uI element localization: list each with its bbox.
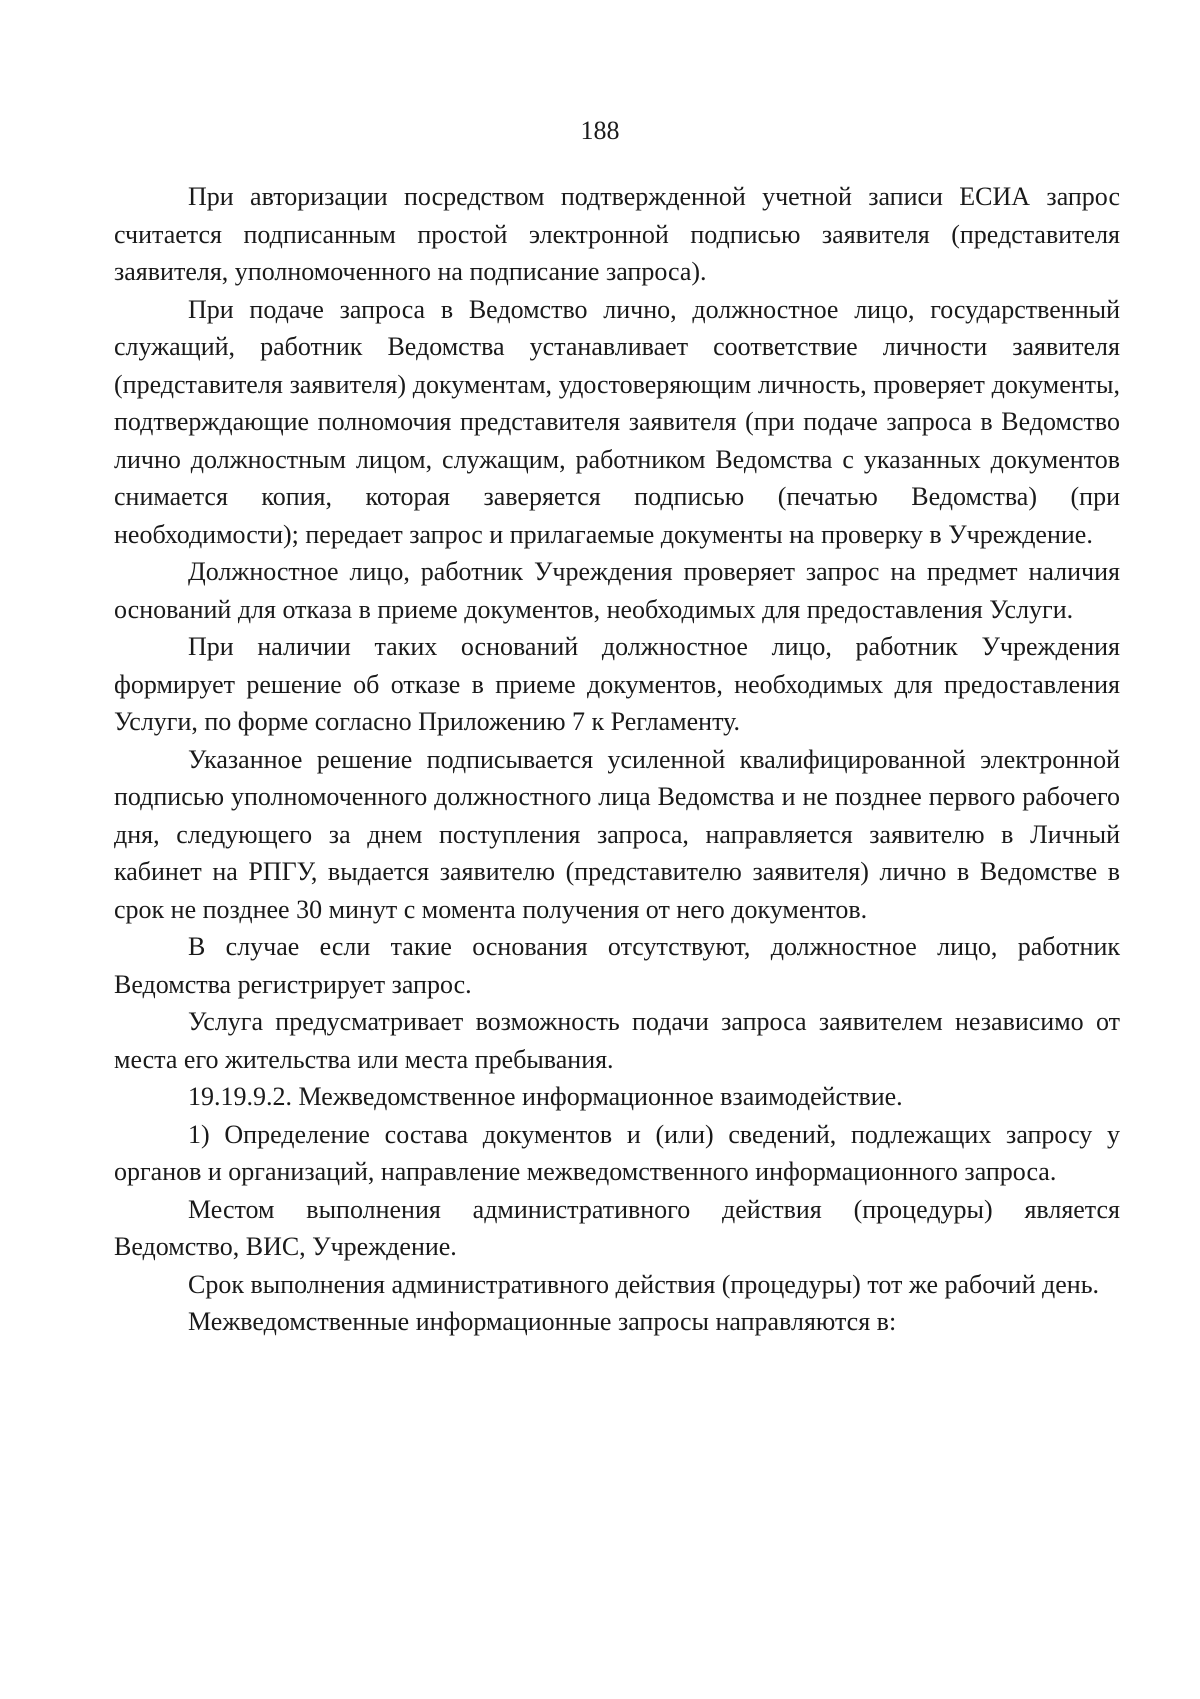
paragraph-registration: В случае если такие основания отсутствуют, должностное лицо, работник Ведомства регистрирует запрос. [114,932,1120,999]
paragraph-document-composition: 1) Определение состава документов и (или) сведений, подлежащих запросу у органов и организаций, направление межведомственного информационного запроса. [114,1119,1120,1186]
paragraph-refusal-decision: При наличии таких оснований должностное лицо, работник Учреждения формирует решение об отказе в приеме документов, необходимых для предоставления Услуги, по форме согласно Приложению 7 к Регламенту. [114,632,1120,736]
paragraph-esia-authorization: При авторизации посредством подтвержденной учетной записи ЕСИА запрос считается подписанным простой электронной подписью заявителя (представителя заявителя, уполномоченного на подписание запроса). [114,182,1120,286]
paragraph-request-check: Должностное лицо, работник Учреждения проверяет запрос на предмет наличия оснований для отказа в приеме документов, необходимых для предоставления Услуги. [114,557,1120,624]
paragraph-action-deadline: Срок выполнения административного действия (процедуры) тот же рабочий день. [188,1269,1100,1299]
paragraph-interagency-requests: Межведомственные информационные запросы направляются в: [188,1307,897,1336]
page-number: 188 [580,116,620,145]
paragraph-personal-submission: При подаче запроса в Ведомство лично, должностное лицо, государственный служащий, работник Ведомства устанавливает соответствие личности заявителя (представителя заявителя) документам, удостоверяющим личность, проверяет документы, подтверждающие полномочия представителя заявителя (при подаче запроса в Ведомство лично должностным лицом, служащим, работником Ведомства с указанных документов снимается копия, которая заверяется подписью (печатью Ведомства) (при необходимости); передает запрос и прилагаемые документы на проверку в Учреждение. [114,294,1120,549]
paragraph-decision-signing: Указанное решение подписывается усиленной квалифицированной электронной подписью уполномоченного должностного лица Ведомства и не позднее первого рабочего дня, следующего за днем поступления запроса, направляется заявителю в Личный кабинет на РПГУ, выдается заявителю (представителю заявителя) лично в Ведомстве в срок не позднее 30 минут с момента получения от него документов. [114,744,1120,924]
paragraph-extraterritorial: Услуга предусматривает возможность подачи запроса заявителем независимо от места его жительства или места пребывания. [114,1007,1120,1074]
document-body [114,178,1120,1341]
paragraph-section-heading: 19.19.9.2. Межведомственное информационное взаимодействие. [188,1082,903,1111]
paragraph-place-of-action: Местом выполнения административного действия (процедуры) является Ведомство, ВИС, Учреждение. [114,1194,1120,1261]
